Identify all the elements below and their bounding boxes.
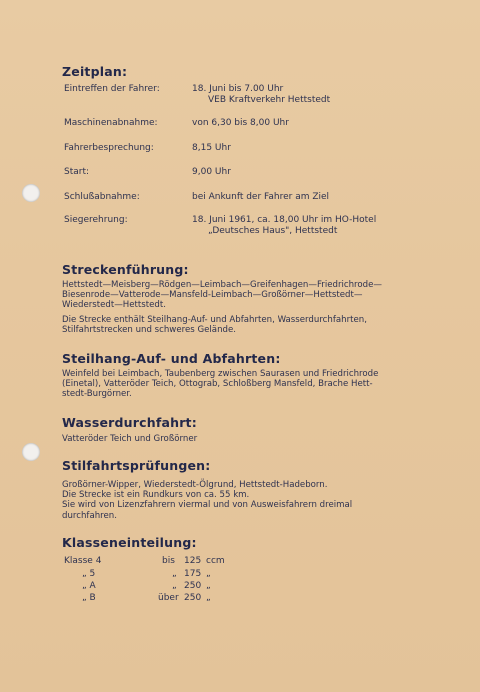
schedule-value [192, 143, 422, 154]
steilhang-line: (Einetal), Vatteröder Teich, Ottograb, Schloßberg Mansfeld, Brache Hett- [62, 379, 373, 390]
section-heading-zeitplan: Zeitplan: [62, 64, 128, 79]
schedule-value [192, 118, 422, 129]
schedule-value [192, 192, 422, 203]
klasse-name: „ A [82, 581, 96, 591]
klasse-mark: über [158, 593, 179, 603]
schedule-value-line: 18. Juni 1961, ca. 18,00 Uhr im HO-Hotel [192, 215, 377, 225]
section-heading-klasseneinteilung: Klasseneinteilung: [62, 535, 197, 550]
steilhang-paragraph [62, 369, 424, 400]
schedule-value-line: bei Ankunft der Fahrer am Ziel [192, 192, 330, 202]
stilfahrt-line: Die Strecke ist ein Rundkurs von ca. 55 km. [62, 490, 250, 501]
steilhang-line: stedt-Burgörner. [62, 389, 132, 400]
schedule-value-line: VEB Kraftverkehr Hettstedt [208, 94, 331, 105]
klasse-mark: „ [172, 581, 177, 591]
stilfahrt-paragraph [62, 480, 424, 521]
schedule-value [192, 215, 422, 236]
description-line: Stilfahrtstrecken und schweres Gelände. [62, 325, 236, 336]
klasse-mark: bis [162, 556, 175, 566]
schedule-value-line: „Deutsches Haus", Hettstedt [208, 225, 338, 236]
klasse-name: „ B [82, 593, 96, 603]
schedule-label: Schlußabnahme: [64, 192, 140, 202]
schedule-value [192, 167, 422, 178]
schedule-label: Fahrerbesprechung: [64, 143, 154, 153]
klasse-name: „ 5 [82, 569, 96, 579]
section-heading-stilfahrt: Stilfahrtsprüfungen: [62, 458, 211, 473]
klasse-unit: „ [206, 569, 211, 579]
klasse-unit: ccm [206, 556, 225, 566]
schedule-value-line: 18. Juni bis 7.00 Uhr [192, 84, 284, 94]
klasse-name: Klasse 4 [64, 556, 102, 566]
steilhang-line: Weinfeld bei Leimbach, Taubenberg zwischen Saurasen und Friedrichrode [62, 369, 379, 379]
schedule-value-line: 8,15 Uhr [192, 143, 231, 153]
schedule-value-line: von 6,30 bis 8,00 Uhr [192, 118, 289, 128]
klasse-ccm: 250 [184, 581, 202, 591]
klasse-ccm: 250 [184, 593, 202, 603]
klasse-unit: „ [206, 581, 211, 591]
description-line: Die Strecke enthält Steilhang-Auf- und Abfahrten, Wasserdurchfahrten, [62, 315, 367, 325]
section-heading-wasserdurchfahrt: Wasserdurchfahrt: [62, 415, 197, 430]
section-heading-streckenfuehrung: Streckenführung: [62, 262, 189, 277]
stilfahrt-line: Sie wird von Lizenzfahrern viermal und von Ausweisfahrern dreimal [62, 500, 353, 511]
route-paragraph [62, 280, 424, 311]
punch-hole-top [22, 184, 40, 202]
stilfahrt-line: Großörner-Wipper, Wiederstedt-Ölgrund, Hettstedt-Hadeborn. [62, 480, 328, 490]
klasse-mark: „ [172, 569, 177, 579]
klasse-unit: „ [206, 593, 211, 603]
klasse-ccm: 125 [184, 556, 202, 566]
schedule-label: Eintreffen der Fahrer: [64, 84, 160, 94]
wasser-line: Vatteröder Teich und Großörner [62, 434, 198, 444]
wasser-paragraph [62, 434, 424, 444]
schedule-label: Start: [64, 167, 90, 177]
punch-hole-bottom [22, 443, 40, 461]
stilfahrt-line: durchfahren. [62, 510, 117, 521]
route-description [62, 315, 424, 335]
section-heading-steilhang: Steilhang-Auf- und Abfahrten: [62, 351, 281, 366]
klasse-ccm: 175 [184, 569, 202, 579]
schedule-value [192, 84, 422, 105]
route-line: Hettstedt—Meisberg—Rödgen—Leimbach—Greifenhagen—Friedrichrode— [62, 280, 382, 290]
schedule-value-line: 9,00 Uhr [192, 167, 231, 177]
schedule-label: Siegerehrung: [64, 215, 128, 225]
route-line: Biesenrode—Vatterode—Mansfeld-Leimbach—Großörner—Hettstedt— [62, 290, 363, 301]
route-line: Wiederstedt—Hettstedt. [62, 300, 166, 311]
schedule-label: Maschinenabnahme: [64, 118, 158, 128]
